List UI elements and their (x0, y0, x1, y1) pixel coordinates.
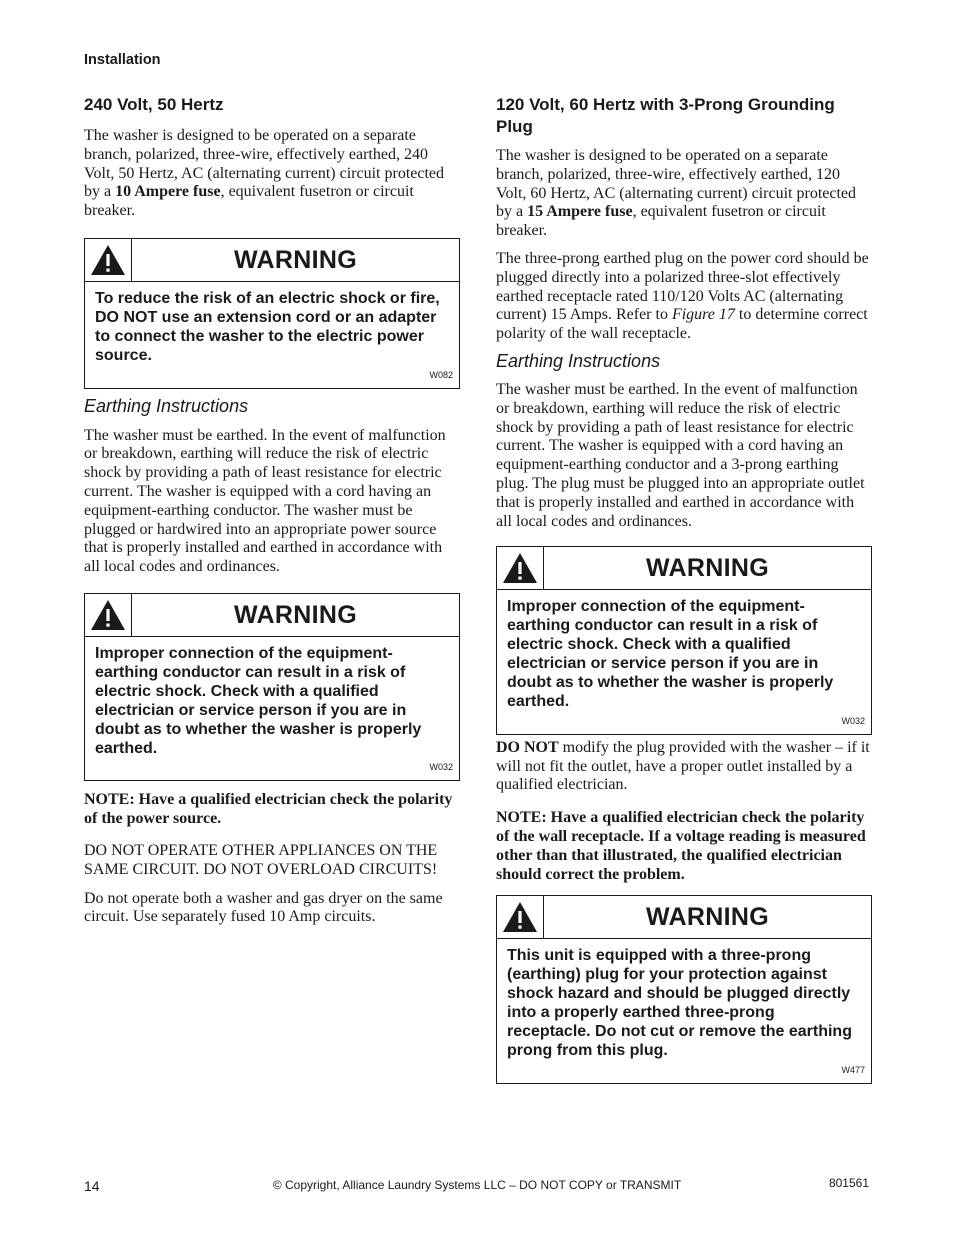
earthing-paragraph: The washer must be earthed. In the event of malfunction or breakdown, earthing will reduce the risk of electric shock by providing a path of least resistance for electric current. The washer is equipped with a cord having an equipment-earthing conductor. The washer must be plugged or hardwired into an appropriate power source that is properly installed and earthed in accordance with all local codes and ordinances. (84, 426, 446, 576)
intro-paragraph-240v (84, 127, 460, 221)
note-polarity: NOTE: Have a qualified electrician check the polarity of the power source. (84, 791, 453, 828)
warning-text: This unit is equipped with a three-prong (earthing) plug for your protection against shock hazard and should be plugged directly into a properly earthed three-prong receptacle. Do not cut or remove the earthing prong from this plug. (507, 947, 852, 1059)
intro-paragraph-120v (496, 147, 872, 241)
right-column (496, 94, 872, 1084)
warning-text: To reduce the risk of an electric shock or fire, DO NOT use an extension cord or an adapter to connect the washer to the electric power source. (95, 289, 440, 364)
footer-document-number: 801561 (828, 1176, 869, 1190)
warning-box-three-prong (496, 895, 872, 1083)
warning-text: Improper connection of the equipment-earthing conductor can result in a risk of electric shock. Check with a qualified electrician or service person if you are in doubt as to whether the washer is properly earthed. (95, 644, 422, 757)
footer-copyright: © Copyright, Alliance Laundry Systems LLC – DO NOT COPY or TRANSMIT (272, 1178, 682, 1192)
warning-header (497, 547, 871, 590)
intro-text-end: , equivalent fusetron or circuit breaker. (496, 203, 826, 240)
warning-box-extension-cord (84, 238, 460, 389)
note-wall-receptacle: NOTE: Have a qualified electrician check the polarity of the wall receptacle. If a voltage reading is measured other than that illustrated, the qualified electrician should correct the problem. (496, 809, 866, 883)
plug-text-end: to determine correct polarity of the wall receptacle. (496, 306, 868, 343)
modify-plug-paragraph (496, 739, 872, 795)
caps-warning-text: DO NOT OPERATE OTHER APPLIANCES ON THE SAME CIRCUIT. DO NOT OVERLOAD CIRCUITS! (84, 842, 438, 878)
warning-text: Improper connection of the equipment-earthing conductor can result in a risk of electric shock. Check with a qualified electrician or service person if you are in doubt as to whether the washer is properly earthed. (507, 598, 834, 710)
warning-triangle-icon (85, 239, 132, 281)
section-label: Installation (84, 52, 161, 68)
warning-title: WARNING (646, 903, 769, 932)
earthing-paragraph: The washer must be earthed. In the event of malfunction or breakdown, earthing will reduce the risk of electric shock by providing a path of least resistance for electric current. The washer is equipped with a cord having an equipment-earthing conductor and a 3-prong earthing plug. The plug must be plugged into an appropriate outlet that is properly installed and earthed in accordance with all local codes and ordinances. (496, 380, 865, 530)
figure-reference: Figure 17 (671, 306, 735, 324)
separate-circuits-text: Do not operate both a washer and gas dryer on the same circuit. Use separately fused 10 Amp circuits. (84, 889, 443, 926)
earthing-heading: Earthing Instructions (496, 350, 661, 371)
do-not-emphasis: DO NOT (496, 738, 559, 756)
warning-title: WARNING (234, 600, 357, 629)
warning-title: WARNING (646, 554, 769, 583)
plug-paragraph (496, 250, 872, 344)
warning-header (85, 594, 459, 637)
warning-triangle-icon (497, 547, 544, 589)
warning-box-earthing-conductor (84, 593, 460, 781)
warning-box-earthing-conductor (496, 546, 872, 734)
earthing-heading: Earthing Instructions (84, 395, 249, 416)
section-heading-240v: 240 Volt, 50 Hertz (84, 95, 224, 114)
fuse-rating: 10 Ampere fuse (115, 183, 221, 201)
section-heading-120v: 120 Volt, 60 Hertz with 3-Prong Grounding Plug (496, 95, 835, 136)
intro-text: The washer is designed to be operated on a separate branch, polarized, three-wire, effectively earthed, 240 Volt, 50 Hertz, AC (alternating current) circuit protected by a (84, 127, 445, 201)
warning-header (497, 896, 871, 939)
intro-text-end: , equivalent fusetron or circuit breaker. (84, 183, 414, 220)
left-column (84, 94, 460, 927)
warning-title: WARNING (234, 245, 357, 274)
modify-plug-text: modify the plug provided with the washer – if it will not fit the outlet, have a proper outlet installed by a qualified electrician. (496, 738, 870, 794)
warning-header (85, 239, 459, 282)
footer-page-number: 14 (84, 1178, 100, 1194)
warning-code: W477 (841, 1064, 865, 1075)
warning-code: W032 (841, 715, 865, 726)
warning-triangle-icon (85, 594, 132, 636)
intro-text: The washer is designed to be operated on a separate branch, polarized, three-wire, effectively earthed, 120 Volt, 60 Hertz, AC (alternating current) circuit protected by a (496, 147, 857, 221)
warning-triangle-icon (497, 896, 544, 938)
warning-code: W032 (429, 762, 453, 773)
warning-code: W082 (429, 369, 453, 380)
fuse-rating: 15 Ampere fuse (527, 203, 633, 221)
plug-text: The three-prong earthed plug on the power cord should be plugged directly into a polarized three-slot effectively earthed receptacle rated 110/120 Volts AC (alternating current) 15 Amps. Refer to (496, 249, 869, 324)
